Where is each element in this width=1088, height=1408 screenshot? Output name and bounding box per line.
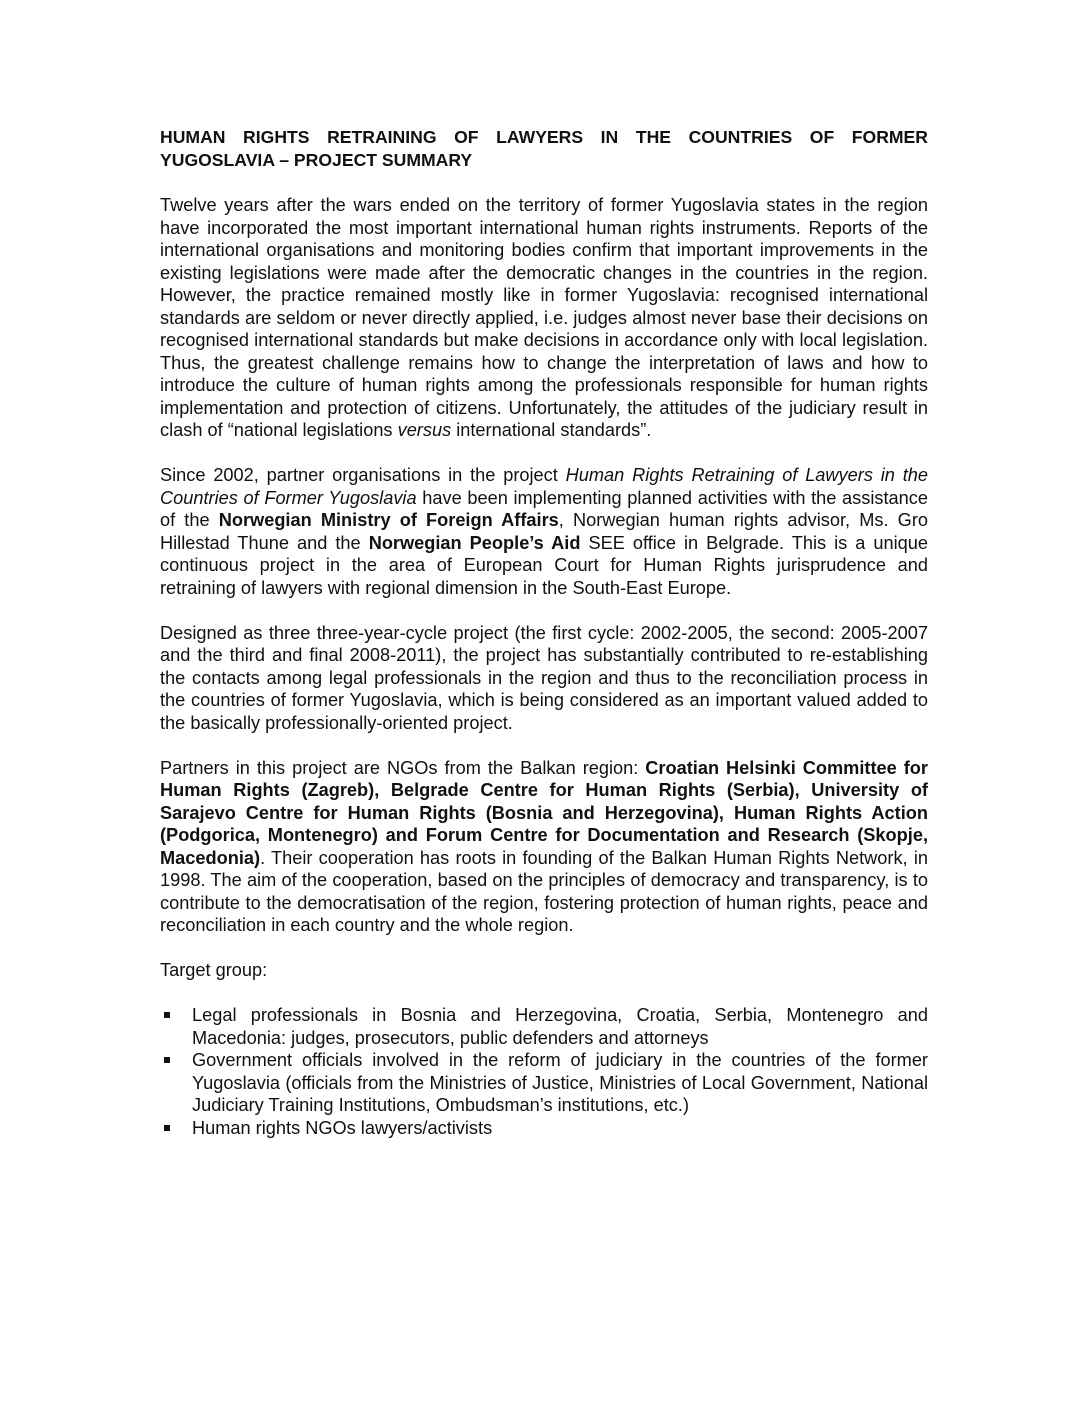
square-bullet-icon bbox=[164, 1012, 170, 1018]
peoples-aid-name-bold: Norwegian People’s Aid bbox=[368, 532, 581, 553]
paragraph-context-text-a: Twelve years after the wars ended on the territory of former Yugoslavia states in the region have incorporated the most important international human rights instruments. Reports of the international organisations and monitoring bodies confirm that important improvements in the existing legislations were made after the democratic changes in the countries in the region. However, the practice remained mostly like in former Yugoslavia: recognised international standards are seldom or never directly applied, i.e. judges almost never base their decisions on recognised international standards but make decisions in accordance only with local legislation. Thus, the greatest challenge remains how to change the interpretation of laws and how to introduce the culture of human rights among the professionals responsible for human rights implementation and protection of citizens. Unfortunately, the attitudes of the judiciary result in clash of “national legislations bbox=[160, 195, 928, 440]
list-item bbox=[160, 1117, 928, 1140]
square-bullet-icon bbox=[164, 1057, 170, 1063]
paragraph-context-italic: versus bbox=[397, 420, 452, 440]
paragraph-partners bbox=[160, 757, 928, 937]
paragraph-project-history-text-a: Since 2002, partner organisations in the project bbox=[160, 465, 566, 485]
paragraph-project-cycles: Designed as three three-year-cycle project (the first cycle: 2002-2005, the second: 2005-2007 and the third and final 2008-2011), the project has substantially contributed to re-establishing the contacts among legal professionals in the region and thus to the reconciliation process in the countries of former Yugoslavia, which is being considered as an important valued added to the basically professionally-oriented project. bbox=[160, 622, 928, 733]
target-group-list bbox=[160, 1004, 928, 1139]
ministry-name-bold: Norwegian Ministry of Foreign Affairs bbox=[218, 510, 559, 530]
paragraph-context-text-b: international standards”. bbox=[451, 420, 652, 440]
list-item-text: Legal professionals in Bosnia and Herzegovina, Croatia, Serbia, Montenegro and Macedonia: judges, prosecutors, public defenders and attorneys bbox=[192, 1005, 928, 1048]
document-title: HUMAN RIGHTS RETRAINING OF LAWYERS IN THE COUNTRIES OF FORMER YUGOSLAVIA – PROJECT SUMMARY bbox=[160, 127, 928, 170]
paragraph-project-history-text-b: have been implementing planned activities with the assistance of the bbox=[160, 487, 928, 530]
document-page bbox=[160, 126, 928, 1139]
list-item bbox=[160, 1049, 928, 1117]
list-item-text: Government officials involved in the reform of judiciary in the countries of the former Yugoslavia (officials from the Ministries of Justice, Ministries of Local Government, National Judiciary Training Institutions, Ombudsman’s institutions, etc.) bbox=[192, 1050, 928, 1115]
paragraph-project-history-text-d: SEE office in Belgrade. This is a unique continuous project in the area of European Court for Human Rights jurisprudence and retraining of lawyers with regional dimension in the South-East Europe. bbox=[160, 532, 928, 598]
paragraph-partners-text-a: Partners in this project are NGOs from the Balkan region: bbox=[160, 757, 646, 778]
paragraph-context bbox=[160, 194, 928, 442]
target-group-label: Target group: bbox=[160, 960, 268, 980]
paragraph-project-history bbox=[160, 464, 928, 599]
list-item-text: Human rights NGOs lawyers/activists bbox=[192, 1117, 493, 1138]
paragraph-project-history-text-c: , Norwegian human rights advisor, Ms. Gro Hillestad Thune and the bbox=[160, 510, 928, 553]
list-item bbox=[160, 1004, 928, 1049]
square-bullet-icon bbox=[164, 1125, 170, 1131]
partners-list-bold: Croatian Helsinki Committee for Human Rights (Zagreb), Belgrade Centre for Human Rights (Serbia), University of Sarajevo Centre for Human Rights (Bosnia and Herzegovina), Human Rights Action (Podgorica, Montenegro) and Forum Centre for Documentation and Research (Skopje, Macedonia) bbox=[160, 757, 928, 868]
project-name-italic: Human Rights Retraining of Lawyers in the Countries of Former Yugoslavia bbox=[160, 465, 929, 508]
paragraph-partners-text-b: . Their cooperation has roots in founding of the Balkan Human Rights Network, in 1998. The aim of the cooperation, based on the principles of democracy and transparency, is to contribute to the democratisation of the region, fostering protection of human rights, peace and reconciliation in each country and the whole region. bbox=[160, 847, 928, 935]
